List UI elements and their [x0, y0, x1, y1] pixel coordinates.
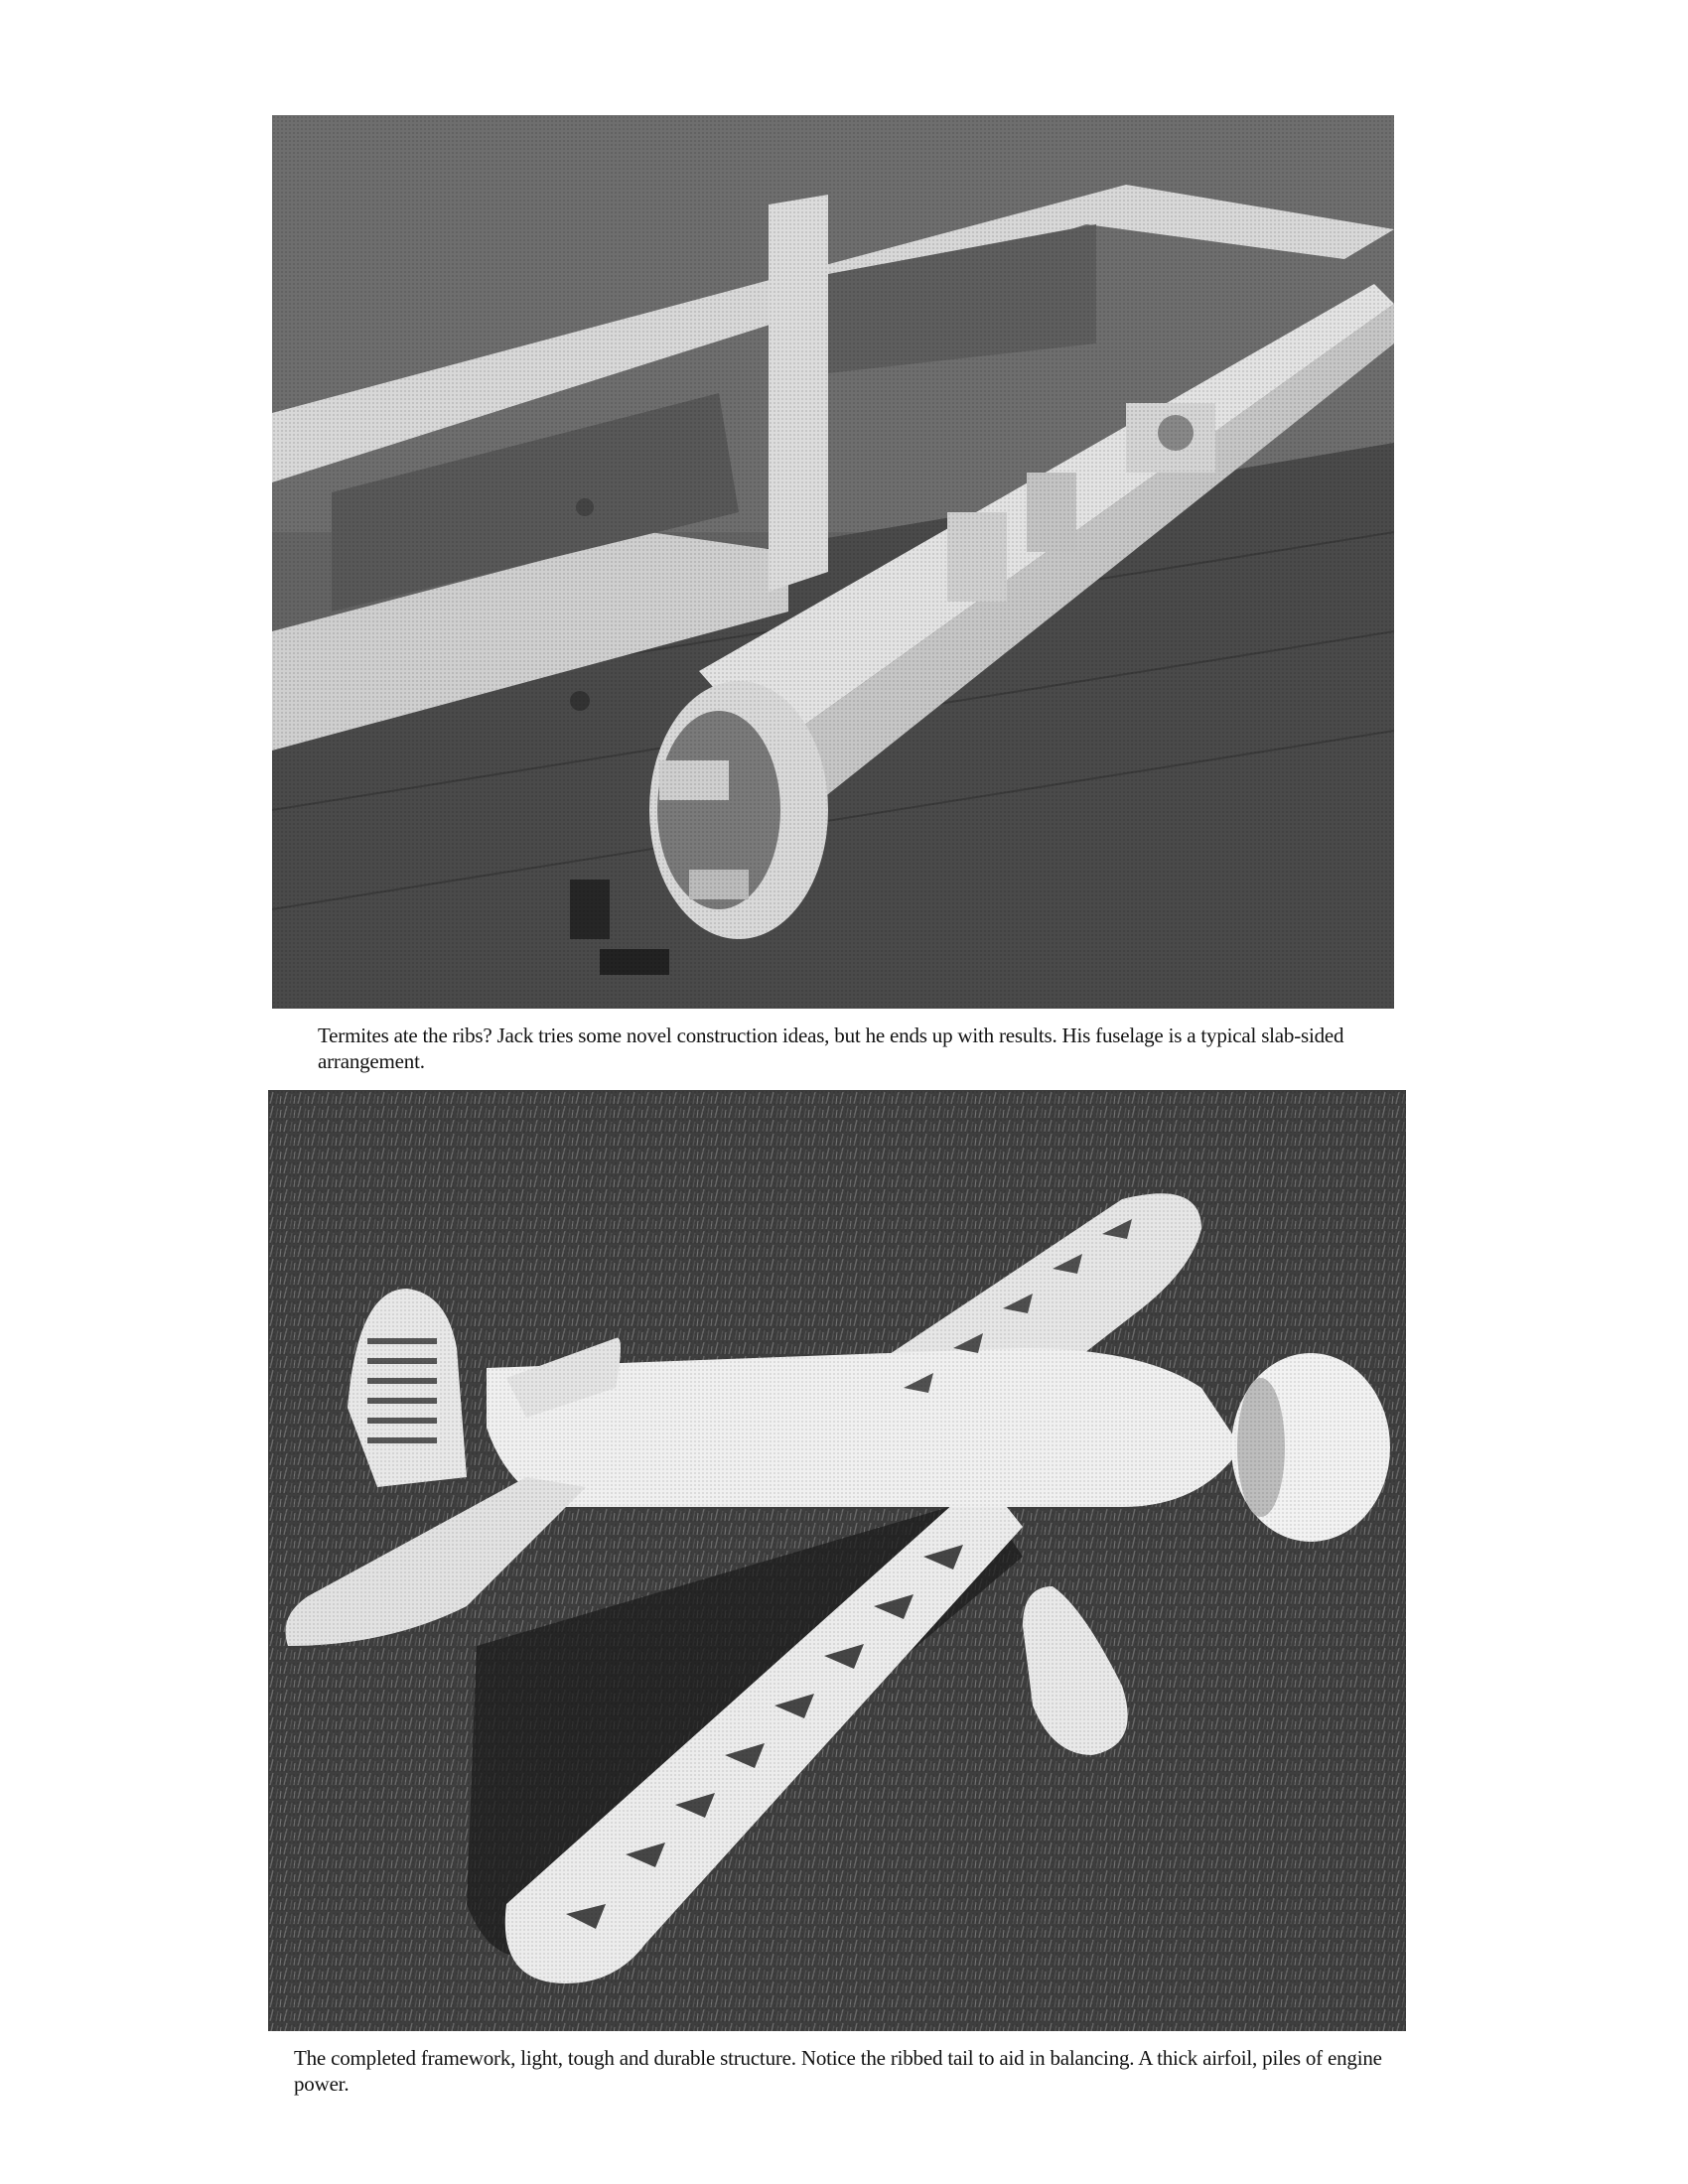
fuselage-photo-caption: Termites ate the ribs? Jack tries some novel construction ideas, but he ends up with results. His fuselage is a typical slab-sided arrangement.	[318, 1024, 1344, 1073]
framework-photo-caption: The completed framework, light, tough and durable structure. Notice the ribbed tail to aid in balancing. A thick airfoil, piles of engine power.	[294, 2046, 1382, 2096]
fuselage-photo	[272, 115, 1394, 1009]
framework-photo	[268, 1090, 1406, 2031]
